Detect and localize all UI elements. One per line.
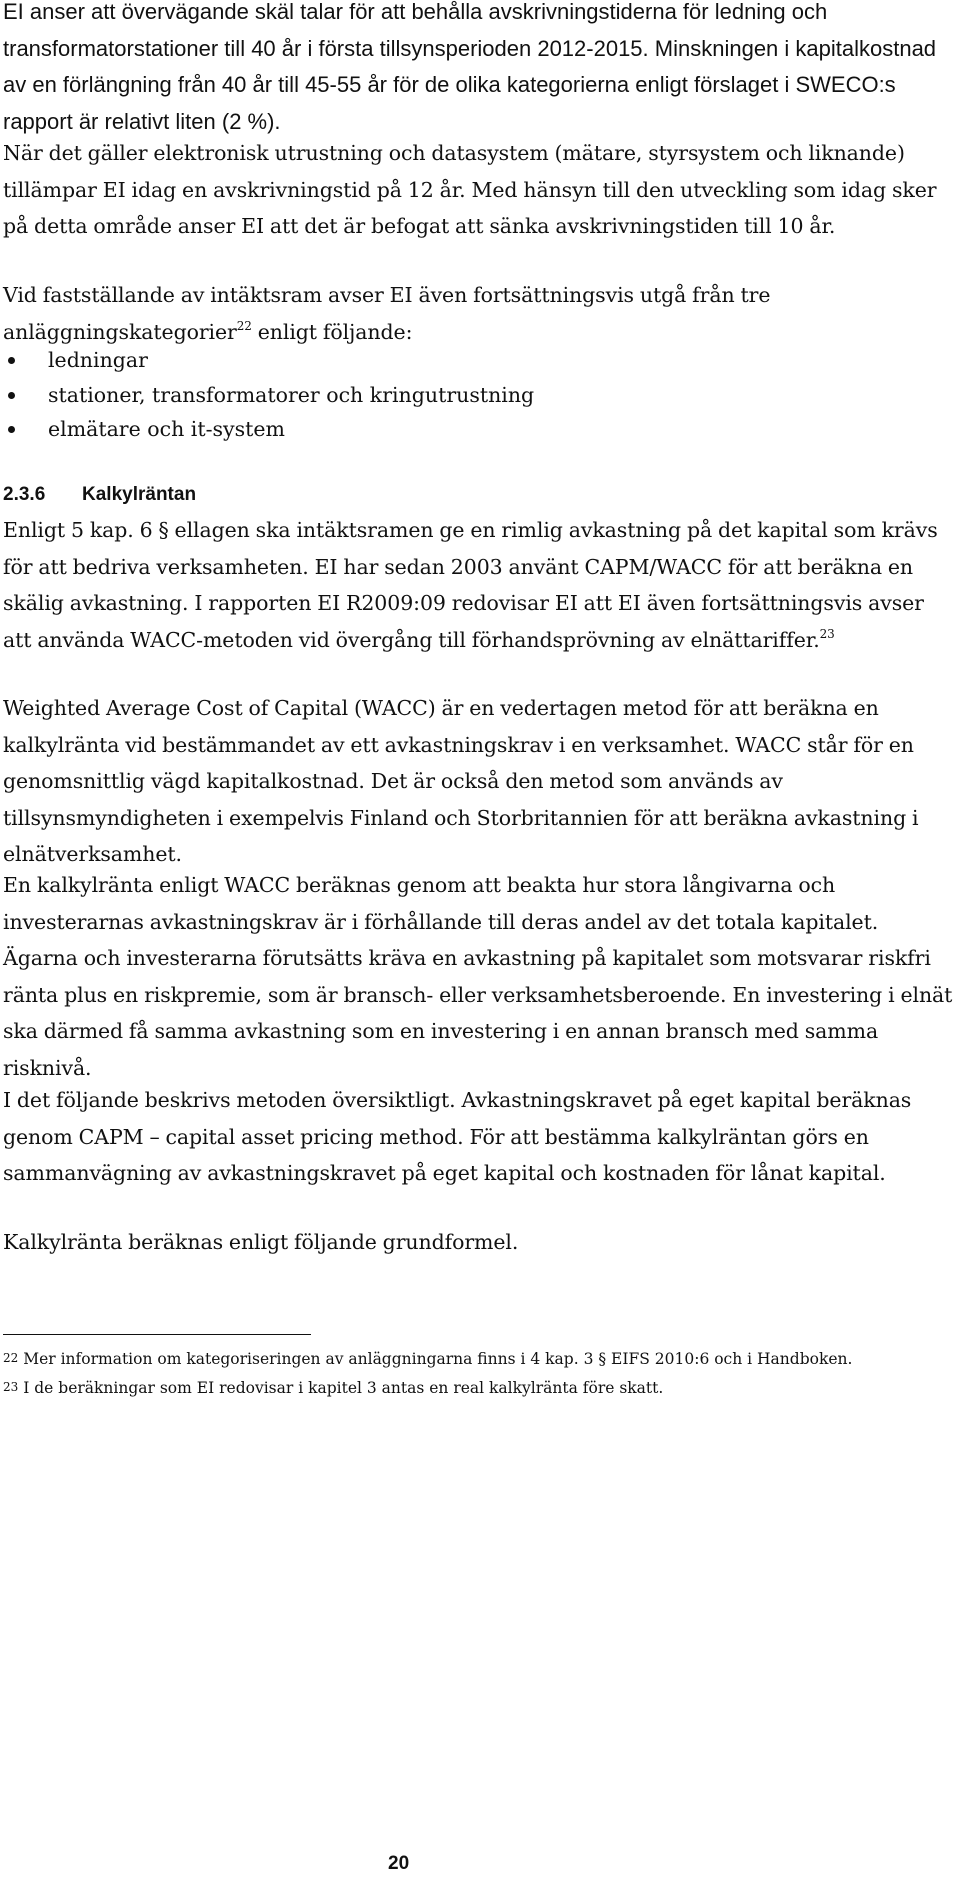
footnotes <box>3 1347 953 1405</box>
list-item-label: ledningar <box>48 348 148 372</box>
paragraph-legal-basis-text: Enligt 5 kap. 6 § ellagen ska intäktsramen ge en rimlig avkastning på det kapital som krävs för att bedriva verksamheten. EI har sedan 2003 använt CAPM/WACC för att beräkna en skälig avkastning. I rapporten EI R2009:09 redovisar EI att EI även fortsättningsvis avser att använda WACC-metoden vid övergång till förhandsprövning av elnättariffer. <box>3 518 938 652</box>
paragraph-asset-categories-tail: enligt följande: <box>251 319 413 344</box>
list-item <box>8 343 534 378</box>
page-number: 20 <box>388 1853 410 1874</box>
section-number: 2.3.6 <box>3 484 46 505</box>
paragraph-wacc-definition: Weighted Average Cost of Capital (WACC) är en vedertagen metod för att beräkna en kalkylränta vid bestämmandet av ett avkastningskrav i en verksamhet. WACC står för en genomsnittlig vägd kapitalkostnad. Det är också den metod som används av tillsynsmyndigheten i exempelvis Finland och Storbritannien för att beräkna avkastning i elnätverksamhet. <box>3 696 919 867</box>
footnote-reference-22[interactable]: 22 <box>236 318 252 333</box>
list-item <box>8 412 534 447</box>
footnote-number: 23 <box>3 1380 19 1394</box>
section-title: Kalkylräntan <box>82 484 197 505</box>
footnote-23 <box>3 1376 953 1400</box>
bullet-icon <box>8 392 15 399</box>
footnote-text: I de beräkningar som EI redovisar i kapitel 3 antas en real kalkylränta före skatt. <box>18 1379 664 1397</box>
paragraph-depreciation-lines: EI anser att övervägande skäl talar för att behålla avskrivningstiderna för ledning och transformatorstationer till 40 år i första tillsynsperioden 2012-2015. Minskningen i kapitalkostnad av en förlängning från 40 år till 45-55 år för de olika kategorierna enligt förslaget i SWECO:s rapport är relativt liten (2 %). <box>3 0 937 134</box>
paragraph-wacc-calculation: En kalkylränta enligt WACC beräknas genom att beakta hur stora långivarna och investerarnas avkastningskrav är i förhållande till deras andel av det totala kapitalet. Ägarna och investerarna förutsätts kräva en avkastning på kapitalet som motsvarar riskfri ränta plus en riskpremie, som är bransch- eller verksamhetsberoende. En investering i elnät ska därmed få samma avkastning som en investering i en annan bransch med samma risknivå. <box>3 873 953 1080</box>
footnote-text: Mer information om kategoriseringen av anläggningarna finns i 4 kap. 3 § EIFS 2010:6 och i Handboken. <box>18 1350 853 1368</box>
section-heading <box>3 478 196 512</box>
footnote-number: 22 <box>3 1351 19 1365</box>
asset-category-list <box>8 343 534 447</box>
footnote-22 <box>3 1347 953 1371</box>
paragraph-legal-basis <box>3 512 953 658</box>
paragraph-method-overview: I det följande beskrivs metoden översiktligt. Avkastningskravet på eget kapital beräknas genom CAPM – capital asset pricing method. För att bestämma kalkylräntan görs en sammanvägning av avkastningskravet på eget kapital och kostnaden för lånat kapital. <box>3 1088 912 1186</box>
list-item-label: stationer, transformatorer och kringutrustning <box>48 382 535 407</box>
footnote-divider <box>3 1334 311 1335</box>
paragraph-asset-categories <box>3 277 953 350</box>
paragraph-electronic-equipment: När det gäller elektronisk utrustning och datasystem (mätare, styrsystem och liknande) tillämpar EI idag en avskrivningstid på 12 år. Med hänsyn till den utveckling som idag sker på detta område anser EI att det är befogat att sänka avskrivningstiden till 10 år. <box>3 141 937 239</box>
paragraph-formula-intro: Kalkylränta beräknas enligt följande grundformel. <box>3 1230 519 1254</box>
list-item <box>8 378 534 413</box>
paragraph-asset-categories-text: Vid fastställande av intäktsram avser EI även fortsättningsvis utgå från tre anläggningskategorier <box>3 283 771 344</box>
bullet-icon <box>8 426 15 433</box>
list-item-label: elmätare och it-system <box>48 417 285 441</box>
footnote-reference-23[interactable]: 23 <box>819 626 835 641</box>
bullet-icon <box>8 357 15 364</box>
